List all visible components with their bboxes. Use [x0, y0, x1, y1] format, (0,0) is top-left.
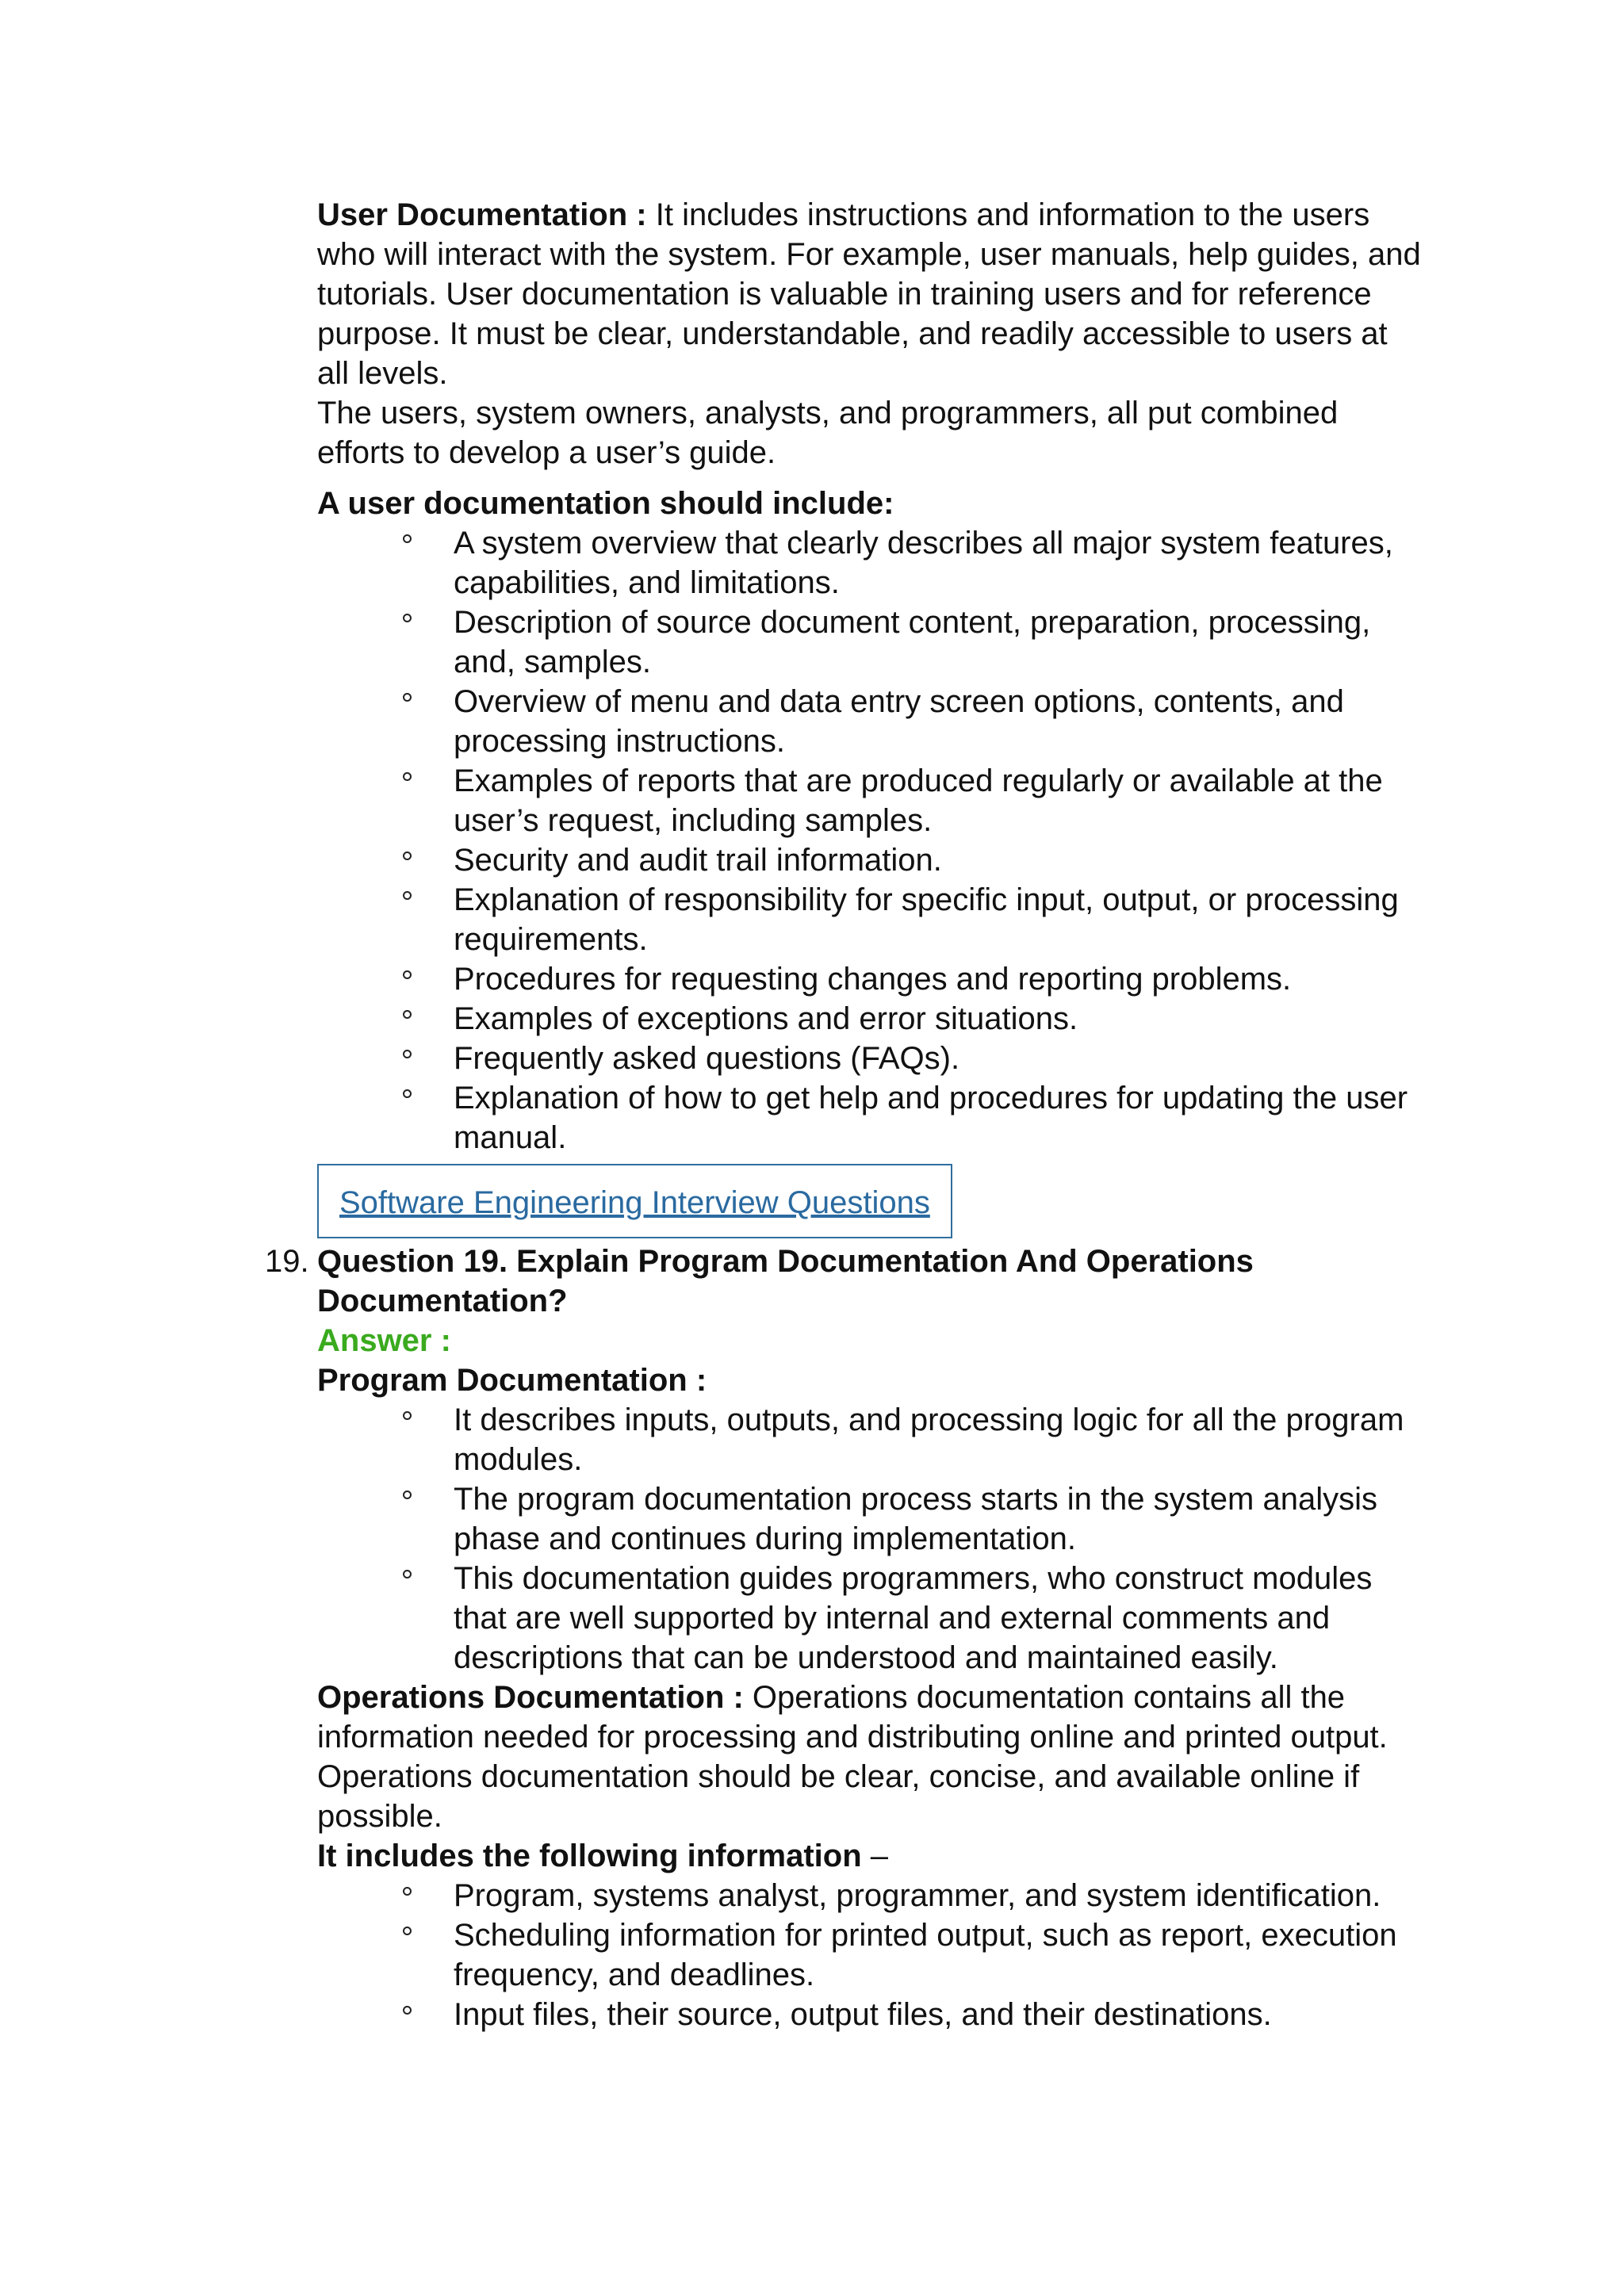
list-item: Examples of reports that are produced regularly or available at the user’s request, including samples. [454, 761, 1427, 840]
operations-documentation-paragraph [317, 1678, 1427, 1836]
list-item: Frequently asked questions (FAQs). [454, 1039, 1427, 1078]
bullet-circle-icon [403, 1490, 412, 1499]
bullet-circle-icon [403, 970, 412, 979]
list-item: This documentation guides programmers, who construct modules that are well supported by internal and external comments and descriptions that can be understood and maintained easily. [454, 1559, 1427, 1678]
list-item: It describes inputs, outputs, and processing logic for all the program modules. [454, 1400, 1427, 1479]
bullet-circle-icon [403, 693, 412, 702]
answer-label: Answer : [317, 1323, 451, 1358]
related-link-box [317, 1164, 952, 1238]
bullet-circle-icon [403, 614, 412, 622]
user-doc-include-heading: A user documentation should include: [317, 486, 894, 521]
bullet-circle-icon [403, 1050, 412, 1058]
bullet-circle-icon [403, 1927, 412, 1935]
bullet-circle-icon [403, 1010, 412, 1019]
bullet-circle-icon [403, 772, 412, 781]
program-doc-list [317, 1400, 1427, 1678]
software-engineering-questions-link[interactable]: Software Engineering Interview Questions [339, 1185, 930, 1220]
list-item: Explanation of responsibility for specific input, output, or processing requirements. [454, 880, 1427, 959]
list-item: Examples of exceptions and error situations. [454, 999, 1427, 1039]
list-item: A system overview that clearly describes all major system features, capabilities, and limitations. [454, 523, 1427, 603]
user-documentation-label: User Documentation : [317, 197, 647, 232]
question-number: 19. [265, 1244, 309, 1279]
list-item: The program documentation process starts in the system analysis phase and continues during implementation. [454, 1479, 1427, 1559]
bullet-circle-icon [403, 851, 412, 860]
list-item: Explanation of how to get help and procedures for updating the user manual. [454, 1078, 1427, 1158]
list-item: Description of source document content, preparation, processing, and, samples. [454, 603, 1427, 682]
user-documentation-paragraph [317, 195, 1427, 393]
list-item: Scheduling information for printed output, such as report, execution frequency, and deadlines. [454, 1915, 1427, 1995]
bullet-circle-icon [403, 1089, 412, 1098]
question-19-block [265, 1242, 1427, 2034]
list-item: Overview of menu and data entry screen options, contents, and processing instructions. [454, 682, 1427, 761]
bullet-circle-icon [403, 534, 412, 543]
user-doc-list [317, 523, 1427, 1158]
operations-documentation-label: Operations Documentation : [317, 1680, 744, 1715]
bullet-circle-icon [403, 2006, 412, 2015]
bullet-circle-icon [403, 1570, 412, 1578]
user-guide-paragraph: The users, system owners, analysts, and programmers, all put combined efforts to develop a user’s guide. [317, 396, 1339, 470]
includes-heading: It includes the following information – [317, 1839, 888, 1873]
bullet-circle-icon [403, 891, 412, 900]
list-item: Security and audit trail information. [454, 840, 1427, 880]
document-content [265, 195, 1427, 2034]
bullet-circle-icon [403, 1411, 412, 1420]
bullet-circle-icon [403, 1887, 412, 1896]
user-documentation-text: It includes instructions and information to the users who will interact with the system. For example, user manuals, help guides, and tutorials. User documentation is valuable in training users and for reference purpose. It must be clear, understandable, and readily accessible to users at all levels. [317, 197, 1421, 391]
operations-doc-list [317, 1876, 1427, 2034]
operations-documentation-text: Operations documentation contains all the information needed for processing and distributing online and printed output. Operations documentation should be clear, concise, and available online if possible. [317, 1680, 1388, 1834]
program-documentation-label: Program Documentation : [317, 1363, 707, 1398]
question-title: Question 19. Explain Program Documentation And Operations Documentation? [317, 1244, 1254, 1318]
list-item: Program, systems analyst, programmer, and system identification. [454, 1876, 1427, 1915]
list-item: Input files, their source, output files, and their destinations. [454, 1995, 1427, 2034]
list-item: Procedures for requesting changes and reporting problems. [454, 959, 1427, 999]
